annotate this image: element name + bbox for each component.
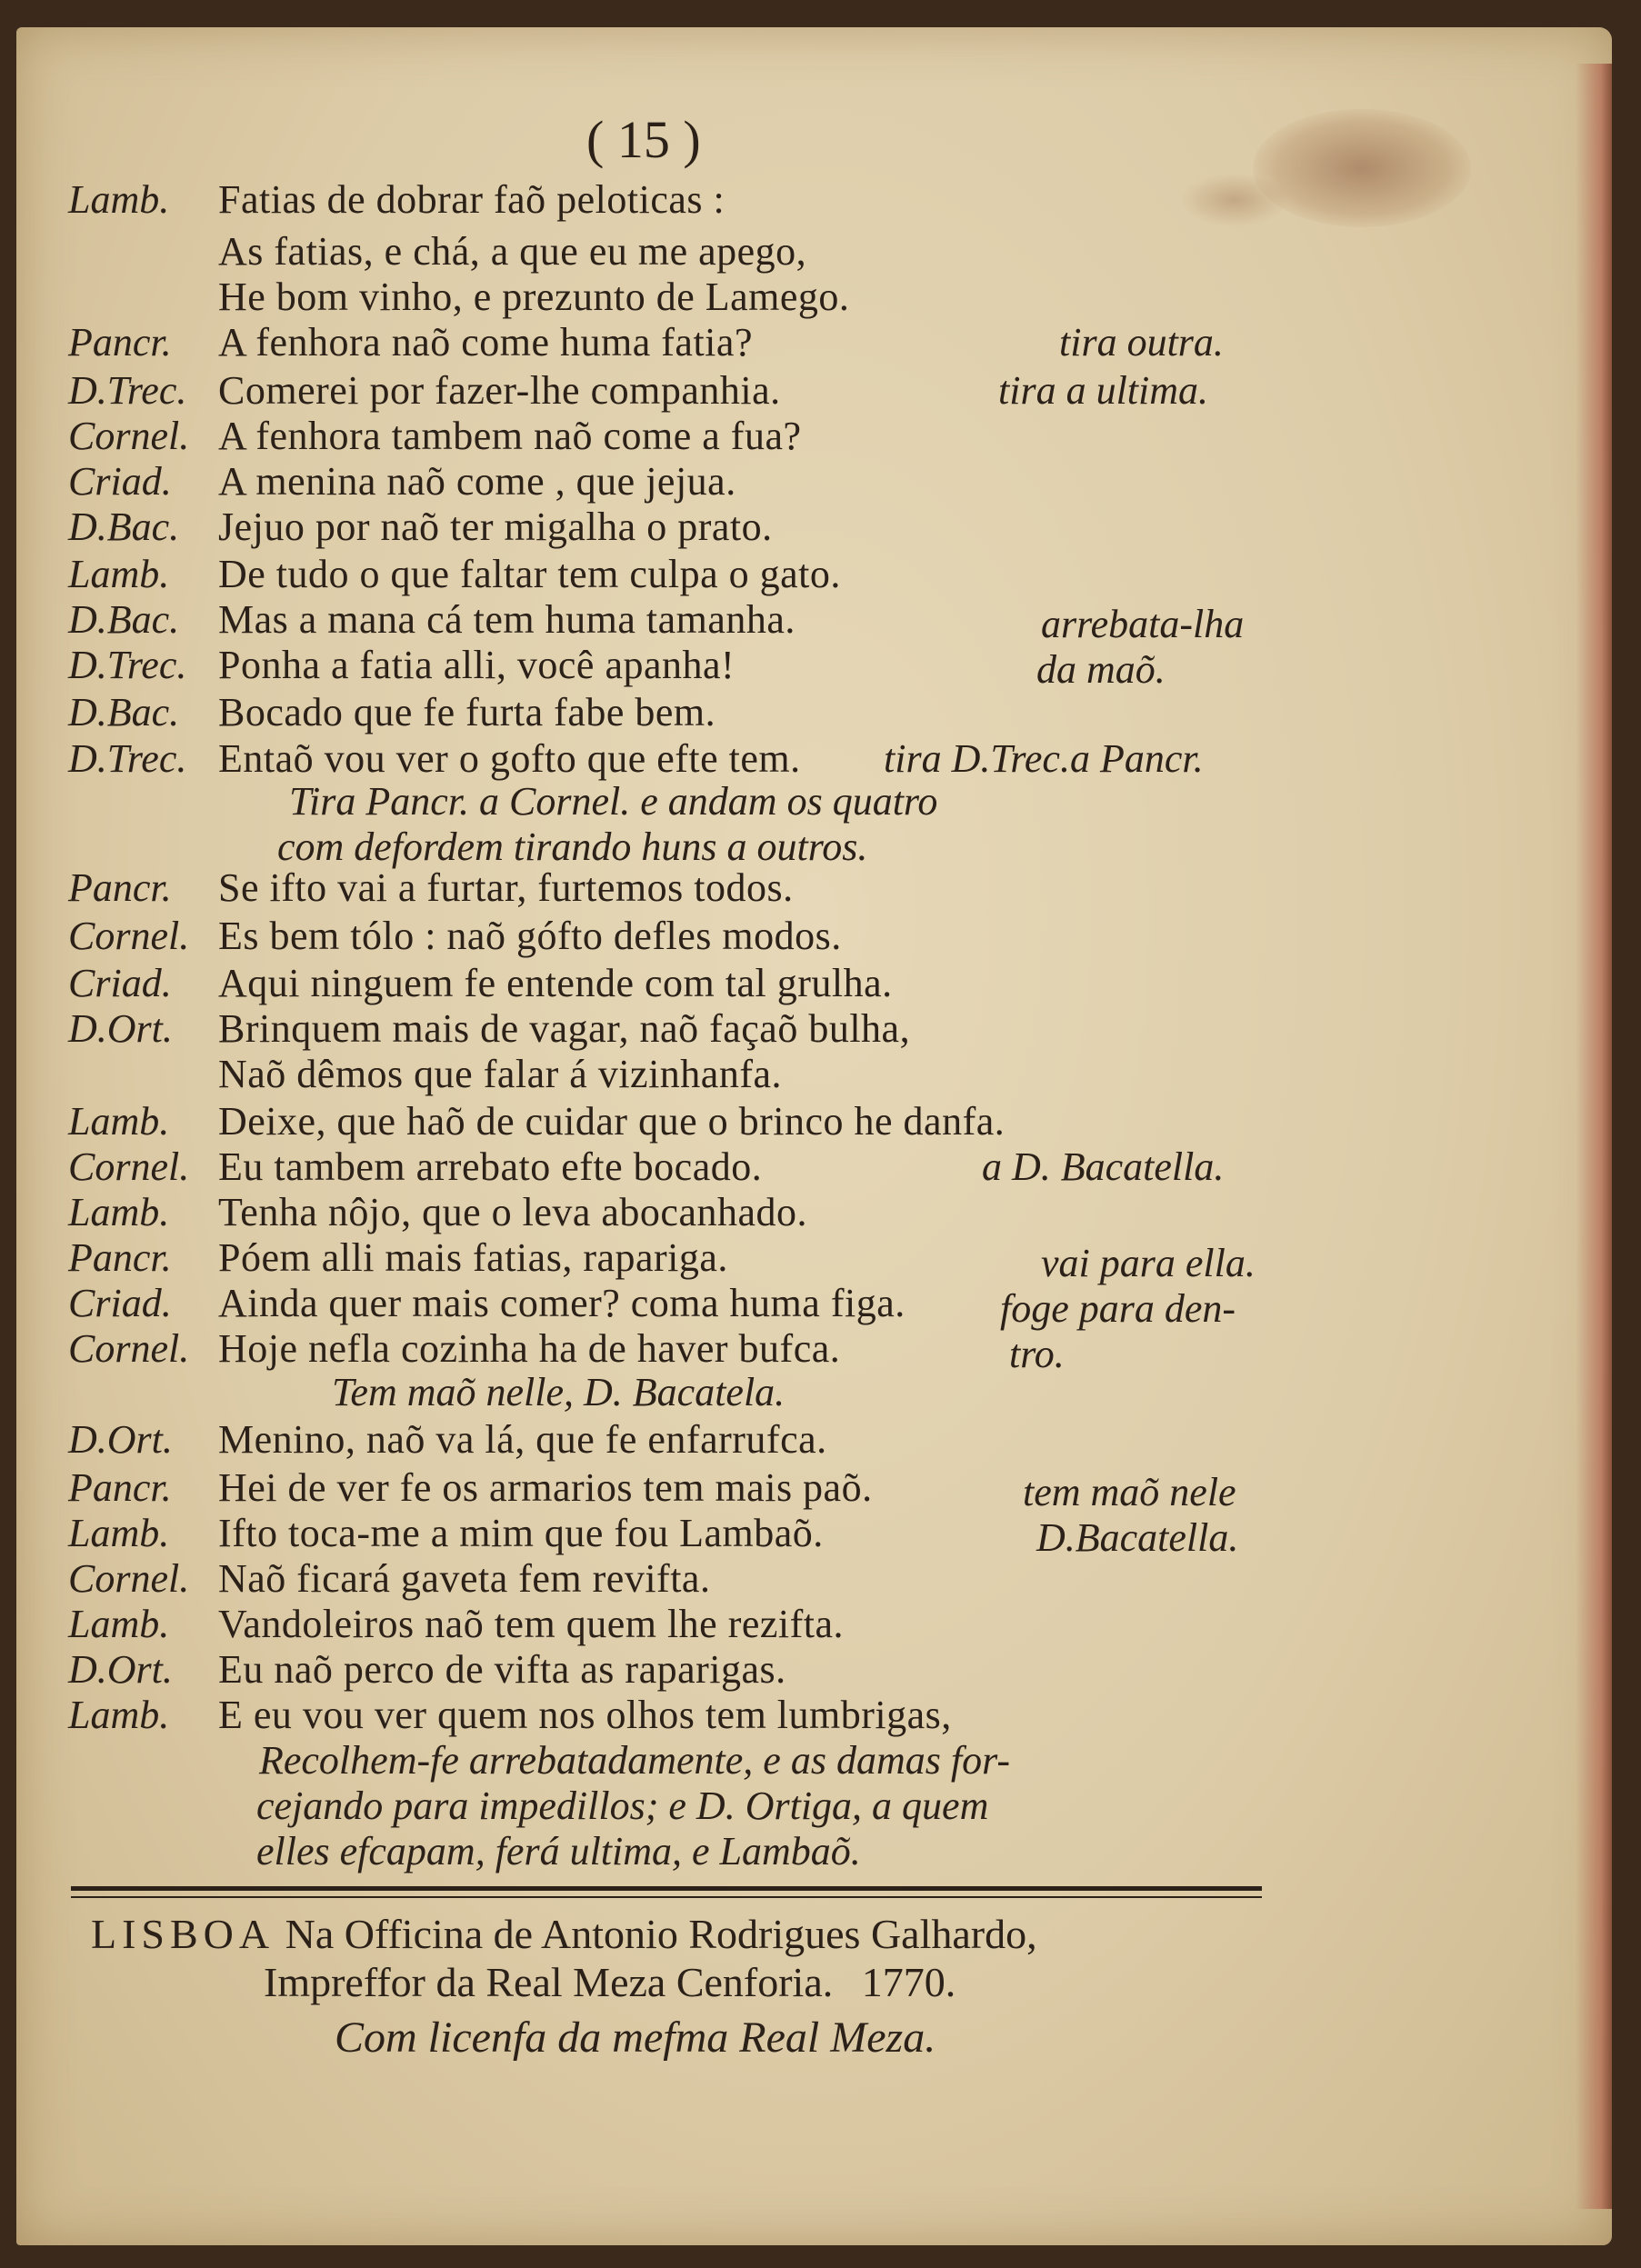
page-number: ( 15 ) xyxy=(586,110,701,169)
dialogue-line: Mas a mana cá tem huma tamanha. xyxy=(218,597,795,642)
speaker: D.Trec. xyxy=(68,368,187,413)
speaker: D.Ort. xyxy=(68,1417,173,1462)
dialogue-line: Fatias de dobrar faõ peloticas : xyxy=(218,177,725,222)
stage-direction: Tem maõ nelle, D. Bacatela. xyxy=(332,1370,785,1414)
dialogue-line: De tudo o que faltar tem culpa o gato. xyxy=(218,552,841,596)
dialogue-line: Hoje nefla cozinha ha de haver bufca. xyxy=(218,1326,841,1371)
speaker: Lamb. xyxy=(68,1602,170,1646)
imprint-license: Com licenfa da mefma Real Meza. xyxy=(335,2013,936,2062)
speaker: Criad. xyxy=(68,1281,172,1325)
stage-direction: tira D.Trec.a Pancr. xyxy=(884,736,1204,781)
speaker: Criad. xyxy=(68,459,172,504)
speaker: Cornel. xyxy=(68,914,190,958)
speaker: D.Ort. xyxy=(68,1006,173,1051)
speaker: Cornel. xyxy=(68,414,190,458)
dialogue-line: Comerei por fazer-lhe companhia. xyxy=(218,368,781,413)
dialogue-line: A menina naõ come , que jejua. xyxy=(218,459,736,504)
dialogue-line: Póem alli mais fatias, rapariga. xyxy=(218,1235,728,1280)
stage-direction: a D. Bacatella. xyxy=(982,1144,1225,1189)
dialogue-line: Hei de ver fe os armarios tem mais paõ. xyxy=(218,1465,873,1510)
dialogue-line: Entaõ vou ver o gofto que efte tem. xyxy=(218,736,801,781)
speaker: Lamb. xyxy=(68,1511,170,1555)
speaker: Lamb. xyxy=(68,1693,170,1737)
dialogue-line: Aqui ninguem fe entende com tal grulha. xyxy=(218,961,893,1005)
dialogue-line: He bom vinho, e prezunto de Lamego. xyxy=(218,275,850,319)
speaker: Pancr. xyxy=(68,320,172,365)
imprint-line-2 xyxy=(264,1959,956,2005)
dialogue-line: Se ifto vai a furtar, furtemos todos. xyxy=(218,865,794,910)
water-stain-small xyxy=(1180,173,1289,227)
stage-direction: tro. xyxy=(1009,1332,1065,1376)
stage-direction: com defordem tirando huns a outros. xyxy=(277,824,868,869)
imprint-printer: Impreffor da Real Meza Cenforia. xyxy=(264,1959,834,2005)
imprint-city: LISBOA xyxy=(91,1911,275,1957)
stage-direction: Tira Pancr. a Cornel. e andam os quatro xyxy=(289,779,938,824)
speaker: Lamb. xyxy=(68,552,170,596)
speaker: Criad. xyxy=(68,961,172,1005)
dialogue-line: Ainda quer mais comer? coma huma figa. xyxy=(218,1281,906,1325)
dialogue-line: Menino, naõ va lá, que fe enfarrufca. xyxy=(218,1417,827,1462)
imprint-year: 1770. xyxy=(861,1959,956,2005)
dialogue-line: As fatias, e chá, a que eu me apego, xyxy=(218,229,807,274)
dialogue-line: Eu tambem arrebato efte bocado. xyxy=(218,1144,763,1189)
stage-direction: arrebata-lha xyxy=(1041,602,1245,646)
speaker: Lamb. xyxy=(68,177,170,222)
dialogue-line: Naõ ficará gaveta fem revifta. xyxy=(218,1556,711,1601)
stage-direction: D.Bacatella. xyxy=(1036,1515,1239,1560)
stage-direction: vai para ella. xyxy=(1041,1241,1256,1285)
speaker: D.Bac. xyxy=(68,505,180,549)
dialogue-line: A fenhora naõ come huma fatia? xyxy=(218,320,753,365)
dialogue-line: E eu vou ver quem nos olhos tem lumbrigas, xyxy=(218,1693,952,1737)
speaker: Cornel. xyxy=(68,1556,190,1601)
speaker: D.Trec. xyxy=(68,643,187,687)
stage-direction: tira a ultima. xyxy=(998,368,1209,413)
dialogue-line: Eu naõ perco de vifta as raparigas. xyxy=(218,1647,786,1692)
speaker: D.Bac. xyxy=(68,597,180,642)
stage-direction: tira outra. xyxy=(1059,320,1224,365)
page-edge-stain xyxy=(1576,64,1612,2209)
imprint-line-1 xyxy=(91,1913,1037,1955)
speaker: Lamb. xyxy=(68,1099,170,1144)
divider-rule-thin xyxy=(71,1896,1262,1898)
speaker: Pancr. xyxy=(68,1235,172,1280)
speaker: Pancr. xyxy=(68,1465,172,1510)
speaker: Pancr. xyxy=(68,865,172,910)
speaker: Lamb. xyxy=(68,1190,170,1234)
stage-direction: tem maõ nele xyxy=(1023,1470,1236,1514)
dialogue-line: Es bem tólo : naõ gófto defles modos. xyxy=(218,914,842,958)
stage-direction: elles efcapam, ferá ultima, e Lambaõ. xyxy=(256,1829,861,1873)
dialogue-line: Bocado que fe furta fabe bem. xyxy=(218,690,716,734)
dialogue-line: Vandoleiros naõ tem quem lhe rezifta. xyxy=(218,1602,845,1646)
speaker: Cornel. xyxy=(68,1144,190,1189)
speaker: Cornel. xyxy=(68,1326,190,1371)
dialogue-line: Naõ dêmos que falar á vizinhanfa. xyxy=(218,1052,783,1096)
stage-direction: Recolhem-fe arrebatadamente, e as damas for- xyxy=(259,1738,1010,1783)
divider-rule xyxy=(71,1886,1262,1891)
dialogue-line: Brinquem mais de vagar, naõ façaõ bulha, xyxy=(218,1006,911,1051)
dialogue-line: Ponha a fatia alli, você apanha! xyxy=(218,643,735,687)
stage-direction: foge para den- xyxy=(1000,1286,1236,1331)
imprint-line-3 xyxy=(335,2013,936,2062)
speaker: D.Trec. xyxy=(68,736,187,781)
dialogue-line: Deixe, que haõ de cuidar que o brinco he danfa. xyxy=(218,1099,1006,1144)
dialogue-line: Jejuo por naõ ter migalha o prato. xyxy=(218,505,773,549)
speaker: D.Ort. xyxy=(68,1647,173,1692)
dialogue-line: Tenha nôjo, que o leva abocanhado. xyxy=(218,1190,808,1234)
dialogue-line: Ifto toca-me a mim que fou Lambaõ. xyxy=(218,1511,824,1555)
stage-direction: da maõ. xyxy=(1036,647,1166,692)
speaker: D.Bac. xyxy=(68,690,180,734)
dialogue-line: A fenhora tambem naõ come a fua? xyxy=(218,414,802,458)
imprint-officina: Na Officina de Antonio Rodrigues Galhardo, xyxy=(285,1911,1037,1957)
stage-direction: cejando para impedillos; e D. Ortiga, a quem xyxy=(256,1783,989,1828)
